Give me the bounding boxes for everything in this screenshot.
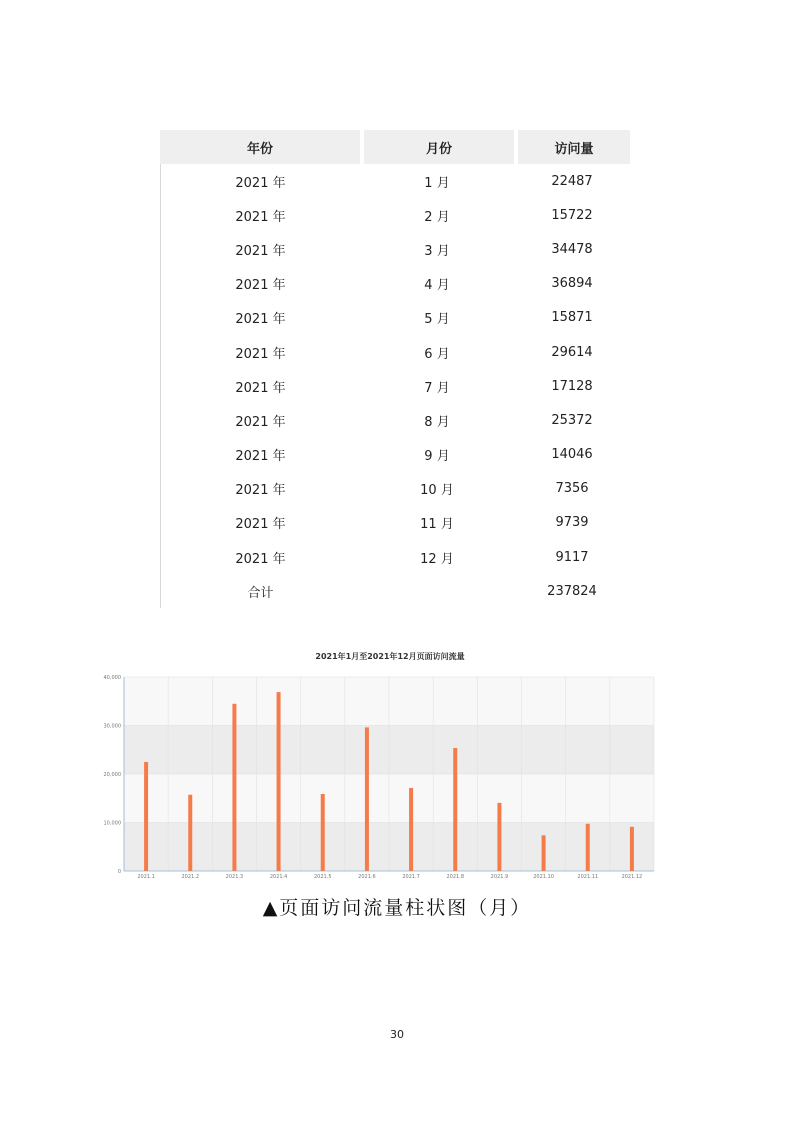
total-visits: 237824: [547, 583, 597, 599]
cell-visits: 9117: [555, 549, 589, 565]
bar: [321, 794, 325, 871]
cell-visits: 29614: [551, 344, 593, 360]
cell-visits: 34478: [551, 241, 593, 257]
cell-month: 11 月: [420, 517, 454, 533]
bar: [586, 824, 590, 871]
cell-year: 2021 年: [160, 232, 360, 266]
x-tick-label: 2021.6: [358, 874, 376, 880]
table-row: [160, 335, 630, 369]
table-row: [160, 472, 630, 506]
table-row: [160, 540, 630, 574]
x-tick-label: 2021.12: [621, 874, 643, 880]
y-tick-label: 20,000: [103, 772, 121, 778]
cell-visits: 14046: [551, 447, 593, 463]
cell-month: 3 月: [424, 243, 450, 259]
x-tick-label: 2021.9: [490, 874, 509, 880]
table-row: [160, 369, 630, 403]
cell-visits: 15722: [551, 207, 593, 223]
table-row: [160, 198, 630, 232]
y-tick-label: 40,000: [103, 675, 121, 681]
cell-visits: 22487: [551, 173, 593, 189]
cell-year: 2021 年: [160, 540, 360, 574]
chart-caption: ▲页面访问流量柱状图（月）: [262, 897, 532, 919]
cell-year: 2021 年: [160, 164, 360, 198]
bar: [232, 704, 236, 871]
total-label: 合计: [160, 574, 360, 608]
cell-month: 10 月: [420, 483, 454, 499]
cell-visits: 17128: [551, 378, 593, 394]
cell-year: 2021 年: [160, 506, 360, 540]
x-tick-label: 2021.7: [402, 874, 420, 880]
chart-title: 2021年1月至2021年12月页面访问流量: [315, 652, 465, 661]
x-tick-label: 2021.2: [181, 874, 199, 880]
x-tick-label: 2021.10: [533, 874, 554, 880]
cell-year: 2021 年: [160, 403, 360, 437]
cell-visits: 36894: [551, 276, 593, 292]
bar: [409, 788, 413, 871]
cell-month: 5 月: [424, 312, 450, 328]
cell-year: 2021 年: [160, 335, 360, 369]
bar-chart-svg: [100, 645, 660, 885]
cell-month: 1 月: [424, 175, 450, 191]
table-row: [160, 438, 630, 472]
table-row: [160, 506, 630, 540]
bar: [542, 835, 546, 871]
cell-year: 2021 年: [160, 198, 360, 232]
cell-month: 6 月: [424, 346, 450, 362]
table-header-row: [160, 130, 630, 164]
bar: [453, 748, 457, 871]
x-tick-label: 2021.3: [225, 874, 244, 880]
table-row: [160, 164, 630, 198]
table-row: [160, 267, 630, 301]
cell-year: 2021 年: [160, 301, 360, 335]
header-month: 月份: [360, 130, 514, 164]
cell-visits: 15871: [551, 310, 593, 326]
cell-year: 2021 年: [160, 267, 360, 301]
x-tick-label: 2021.5: [314, 874, 332, 880]
cell-month: 2 月: [424, 209, 450, 225]
cell-year: 2021 年: [160, 472, 360, 506]
x-tick-label: 2021.11: [577, 874, 599, 880]
visits-table: [160, 130, 630, 608]
cell-month: 7 月: [424, 380, 450, 396]
cell-visits: 25372: [551, 412, 593, 428]
y-tick-label: 30,000: [103, 723, 121, 730]
cell-year: 2021 年: [160, 369, 360, 403]
bar: [144, 762, 148, 871]
header-year: 年份: [160, 130, 360, 164]
cell-month: 9 月: [424, 449, 450, 465]
cell-visits: 7356: [555, 481, 589, 497]
table-total-row: [160, 574, 630, 608]
cell-month: 4 月: [424, 278, 450, 294]
header-visits: 访问量: [514, 130, 630, 164]
bar: [497, 803, 501, 871]
y-tick-label: 10,000: [103, 820, 121, 827]
cell-month: 8 月: [424, 414, 450, 430]
bar: [630, 827, 634, 871]
x-tick-label: 2021.1: [137, 874, 155, 880]
bar: [277, 692, 281, 871]
bar: [365, 727, 369, 871]
cell-year: 2021 年: [160, 438, 360, 472]
table-row: [160, 403, 630, 437]
total-month: [360, 574, 514, 608]
page-number: 30: [390, 1028, 404, 1041]
cell-month: 12 月: [420, 551, 454, 567]
table-row: [160, 301, 630, 335]
cell-visits: 9739: [555, 515, 589, 531]
y-tick-label: 0: [117, 869, 121, 875]
table-row: [160, 232, 630, 266]
x-tick-label: 2021.4: [269, 874, 288, 880]
x-tick-label: 2021.8: [446, 874, 464, 880]
bar: [188, 795, 192, 871]
bar-chart: [100, 645, 660, 885]
